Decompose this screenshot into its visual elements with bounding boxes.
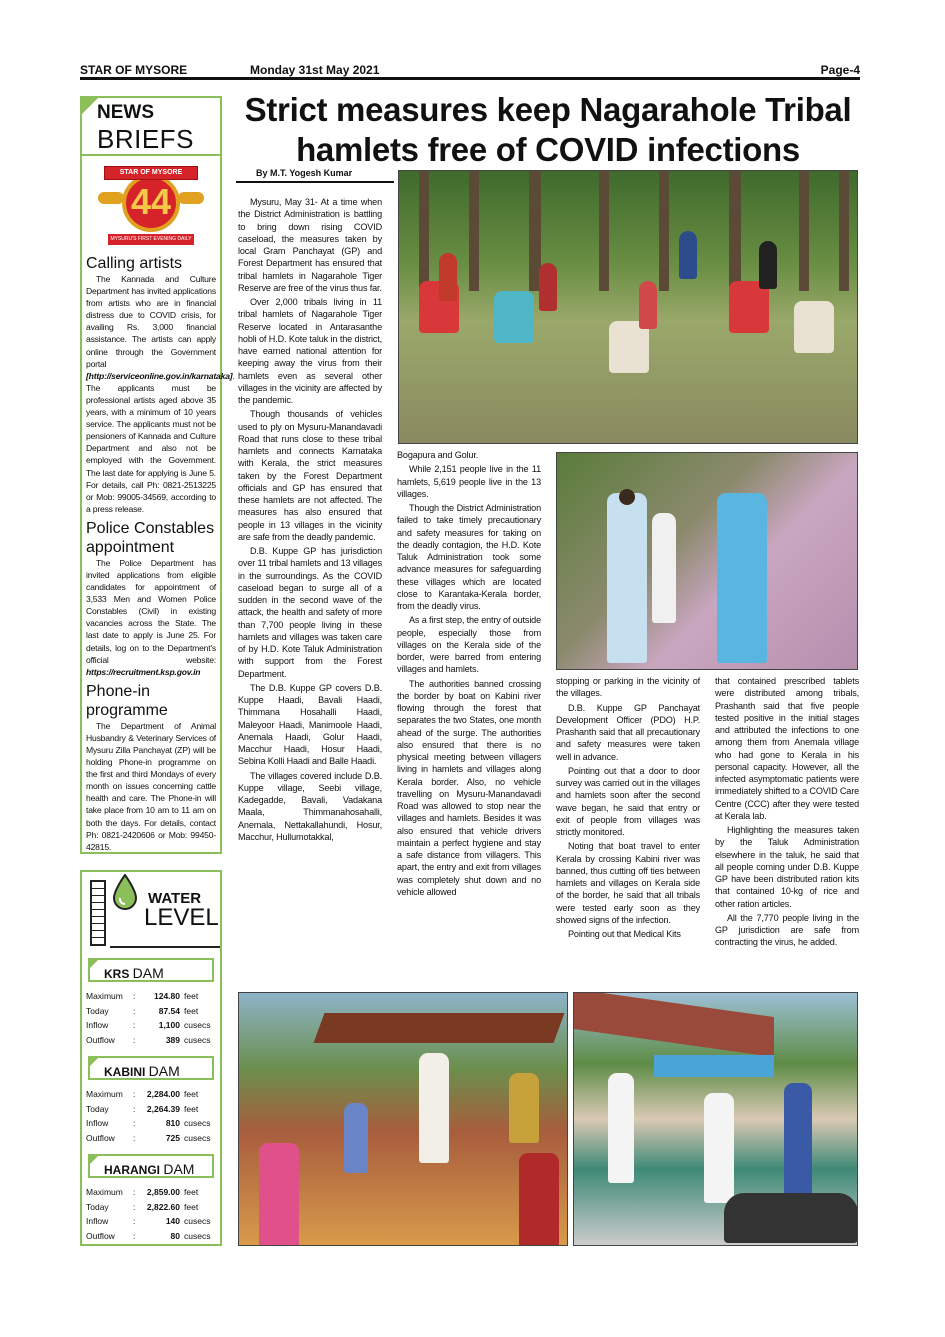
dam-row-colon: : [133, 1034, 136, 1045]
logo-wing-right [178, 192, 204, 204]
tree [729, 171, 741, 291]
dam-row-unit: cusecs [184, 1118, 211, 1128]
person [539, 263, 557, 311]
tree [419, 171, 429, 291]
dam-row [82, 1017, 220, 1032]
tree [799, 171, 809, 291]
photo-tribal-house-visit [238, 992, 568, 1246]
dam-title [88, 1154, 214, 1178]
article-paragraph: Though the District Administration failed to take timely precautionary and safety measures for taking on the deadly contagion, the H.D. Kote Taluk Administration took some advance measures for safeguarding these villages which are located close to Karantaka-Kerala border, from the deadly virus. [397, 503, 541, 611]
dam-row-colon: : [133, 1132, 136, 1143]
dam-row-unit: feet [184, 1187, 199, 1197]
person [704, 1093, 734, 1203]
brief-heading: Police Constables appointment [86, 519, 215, 556]
person [652, 513, 676, 623]
person [784, 1083, 812, 1203]
article-column-4 [715, 675, 859, 951]
chair [494, 291, 534, 343]
news-briefs-header [82, 98, 220, 156]
person [439, 253, 457, 301]
article-paragraph: As a first step, the entry of outside people, especially those from villages on the Kerala side of the border, were barred from entering villages and hamlets. [397, 615, 541, 675]
water-level-title-line2: LEVEL [144, 904, 219, 931]
dam-row [82, 1003, 220, 1018]
dam-row-value: 80 [170, 1230, 180, 1241]
dam-name-text: KRS [104, 967, 133, 981]
water-level-box [80, 870, 222, 1246]
article-paragraph: D.B. Kuppe GP Panchayat Development Officer (PDO) H.P. Prashanth said that all precautionary and safety measures were taken well in advance. [556, 702, 700, 762]
dam-row-colon: : [133, 1005, 136, 1016]
brief-body: The Kannada and Culture Department has invited applications from artists who are in financial distress due to COVID crisis, for availing Rs. 3,000 financial assistance. The artists can apply online through the Government portal [http://serviceonline.gov.in/karnataka]. The applicants must be professional artists aged above 35 years, with a minimum of 10 years service. The applicants must not be pensioners of Kannada and Culture Department and also not be employed with the Government. The last date for applying is June 5. For details, call Ph: 0821-2513225 or Mob: 99005-34569, according to a press release. [86, 274, 235, 514]
tree [599, 171, 609, 291]
article-paragraph: Pointing out that Medical Kits [568, 929, 681, 939]
dam-row-value: 2,264.39 [146, 1103, 180, 1114]
dam-row-label: Today [86, 1103, 109, 1114]
gauge-icon [90, 880, 106, 946]
dam-row [82, 1086, 220, 1101]
article-column-2 [397, 449, 541, 900]
article-paragraph: All the 7,770 people living in the GP jurisdiction are safe from contracting the virus, he added. [715, 912, 859, 948]
dam-row-label: Inflow [86, 1216, 109, 1226]
dam-row-colon: : [133, 991, 136, 1001]
dam-row [82, 1184, 220, 1199]
tree [469, 171, 479, 291]
article-paragraph: Though thousands of vehicles used to ply on Mysuru-Manandavadi Road that runs close to these tribal hamlets and connects Karnataka with Kerala, the strict measures taken by the Forest Department officials and GP has ensured that these hamlets are not affected. The measures has also ensured that people in 13 villages in the vicinity are safe from the deadly pandemic. [238, 409, 382, 542]
dam-row-unit: feet [184, 1103, 199, 1114]
chair [794, 301, 834, 353]
dam-name-text: HARANGI [104, 1163, 164, 1177]
person [639, 281, 657, 329]
logo-tagline: MYSURU'S FIRST EVENING DAILY [108, 234, 194, 245]
dam-row-label: Maximum [86, 1089, 123, 1099]
dam-row-value: 87.54 [158, 1005, 180, 1016]
dam-word: DAM [132, 965, 164, 981]
dam-row-value: 2,284.00 [146, 1089, 180, 1099]
dam-row-unit: cusecs [184, 1216, 211, 1226]
dam-row-value: 2,822.60 [146, 1201, 180, 1212]
person [717, 493, 767, 663]
photo-forest-meeting [398, 170, 858, 444]
tree [659, 171, 669, 291]
corner-decoration [90, 1058, 98, 1066]
anniversary-logo [96, 164, 206, 250]
brief-heading: Phone-in programme [86, 682, 168, 719]
dam-row-colon: : [133, 1216, 136, 1226]
dam-title [88, 958, 214, 982]
dam-row-value: 124.80 [154, 991, 180, 1001]
article-paragraph: stopping or parking in the vicinity of the villages. [556, 676, 700, 699]
dam-row-unit: feet [184, 991, 199, 1001]
person [759, 241, 777, 289]
tarp [654, 1055, 774, 1077]
dam-rows [82, 1184, 220, 1242]
article-paragraph: The authorities banned crossing the border by boat on Kabini river flowing through the forest that separates the two States, one month ahead of the surge. The authorities also ensured that there is no physical meeting between villagers living in hamlets and villages along Kerala border. Also, no vehicle travelling on Mysuru-Manandavadi Road was allowed to stop near the villages and hamlets. Besides it was also ensured that vehicle drivers maintain a perfect hygiene and stay a safe distance from villagers. This apart, the entry and exit from villages was completely shut down and no vehicle allowed [397, 678, 541, 897]
person [509, 1073, 539, 1143]
person [679, 231, 697, 279]
logo-ribbon: STAR OF MYSORE [104, 166, 198, 180]
water-level-title-line1: WATER [148, 890, 202, 907]
news-briefs-title-line1: NEWS [97, 102, 154, 123]
dam-row-value: 140 [165, 1216, 180, 1226]
divider [110, 946, 220, 948]
person [519, 1153, 559, 1246]
dam-row-label: Maximum [86, 991, 123, 1001]
photo-sanitising-house [556, 452, 858, 670]
person [608, 1073, 634, 1183]
dam-name [104, 965, 164, 981]
news-briefs-title-line2: BRIEFS [97, 124, 194, 154]
brief-link: [http://serviceonline.gov.in/karnataka] [86, 370, 233, 381]
person [607, 493, 647, 663]
dam-row-unit: feet [184, 1201, 199, 1212]
brief-body: The Department of Animal Husbandry & Veterinary Services of Mysuru Zilla Panchayat (ZP) will be holding Phone-in programme on the first and third Mondays of every month on issues concerning cattle health and care. The Phone-in will take place from 10 am to 11 am on both the days. For details, contact Ph: 0821-2420606 or Mob: 99450-42815. [86, 720, 216, 852]
page-number: Page-4 [820, 63, 860, 77]
dam-row-colon: : [133, 1089, 136, 1099]
dam-name [104, 1063, 180, 1079]
dam-block [82, 1154, 220, 1242]
headline-line1: Strict measures keep Nagarahole Tribal [244, 91, 852, 128]
dam-row-unit: cusecs [184, 1034, 211, 1045]
dam-row-colon: : [133, 1020, 136, 1030]
roof [574, 992, 774, 1057]
news-briefs-box [80, 96, 235, 854]
dam-row-label: Inflow [86, 1020, 109, 1030]
dam-row [82, 1032, 220, 1047]
brief-items [82, 254, 235, 853]
dam-row-colon: : [133, 1230, 136, 1241]
dam-row-label: Inflow [86, 1118, 109, 1128]
logo-number: 44 [130, 181, 172, 222]
dam-row-label: Outflow [86, 1034, 115, 1045]
dam-block [82, 1056, 220, 1144]
dam-row-value: 2,859.00 [146, 1187, 180, 1197]
dam-row-label: Outflow [86, 1132, 115, 1143]
dam-row-unit: cusecs [184, 1132, 211, 1143]
dam-rows [82, 988, 220, 1046]
water-drop-icon [112, 874, 138, 910]
dam-rows [82, 1086, 220, 1144]
dam-row-value: 810 [165, 1118, 180, 1128]
person [344, 1103, 368, 1173]
dam-row [82, 1115, 220, 1130]
headline-line2: hamlets free of COVID infections [296, 131, 800, 168]
dam-name [104, 1161, 194, 1177]
dam-row-value: 389 [165, 1034, 180, 1045]
dam-title [88, 1056, 214, 1080]
dam-block [82, 958, 220, 1046]
dam-row-colon: : [133, 1201, 136, 1212]
article-paragraph: D.B. Kuppe GP has jurisdiction over 11 tribal hamlets and 13 villages in the surroundings. As the COVID caseload began to surge all of a sudden in the second wave of the attack, the health and safety of more than 7,700 people living in these hamlets and villages was taken care of by H.D. Kote Taluk Administration with support from the Forest Department. [238, 546, 382, 679]
dam-word: DAM [148, 1063, 180, 1079]
article-paragraph: The D.B. Kuppe GP covers D.B. Kuppe Haadi, Bavali Haadi, Thimmana Hosahalli Haadi, Maleyoor Haadi, Manimoole Haadi, Anemala Haadi, Golur Haadi, Macchur Haadi, Hosur Haadi, Sebina Kolli Haadi and Balle Haadi. [238, 682, 382, 767]
dam-row-colon: : [133, 1118, 136, 1128]
person [259, 1143, 299, 1246]
article-paragraph: Noting that boat travel to enter Kerala by crossing Kabini river was banned, thus cutting off ties between hamlets and villages on Kerala side of the border, he said that all tribals were tested early soon as they showed signs of the infection. [556, 841, 700, 925]
article-column-1 [238, 196, 382, 845]
article-paragraph: Highlighting the measures taken by the Taluk Administration elsewhere in the taluk, he said that all people coming under D.B. Kuppe GP have been distributed ration kits that contained 10-kg of rice and other ration articles. [715, 825, 859, 909]
dam-row [82, 988, 220, 1003]
dam-name-text: KABINI [104, 1065, 149, 1079]
dam-row-value: 1,100 [158, 1020, 180, 1030]
article-byline: By M.T. Yogesh Kumar [236, 168, 394, 183]
dam-row-unit: cusecs [184, 1020, 211, 1030]
article-paragraph: The villages covered include D.B. Kuppe village, Seebi village, Kadegadde, Bavali, Vadakana Maala, Thimmanahosahalli, Anemala, Nettakallahundi, Hosur, Macchur, Hullumotakkal, [238, 770, 382, 842]
publication-name: STAR OF MYSORE [80, 63, 188, 77]
brief-heading: Calling artists [86, 255, 183, 272]
dam-row-colon: : [133, 1103, 136, 1114]
person [419, 1053, 449, 1163]
article-paragraph: that contained prescribed tablets were distributed among tribals, Prashanth said that five people tested positive in the initial stages and attributed the infections to one among them from Anemala village who had gone to Kerala in his personal capacity. However, all the infected asymptomatic patients were immediately shifted to a COVID Care Centre (CCC) after they were tested at Kerala lab. [715, 676, 859, 821]
brief-link: https://recruitment.ksp.gov.in [86, 666, 201, 677]
dam-row-label: Today [86, 1201, 109, 1212]
dam-row [82, 1101, 220, 1116]
dam-row-unit: cusecs [184, 1230, 211, 1241]
article-headline [236, 90, 860, 170]
corner-decoration [90, 1156, 98, 1164]
dam-row [82, 1130, 220, 1145]
corner-decoration [82, 98, 98, 114]
person-head [619, 489, 635, 505]
dam-row-label: Outflow [86, 1230, 115, 1241]
photo-officials-at-house [573, 992, 858, 1246]
dam-row [82, 1228, 220, 1243]
article-paragraph: Over 2,000 tribals living in 11 tribal hamlets of Nagarahole Tiger Reserve located in Antarasanthe hobli of H.D. Kote taluk in the district, have earned national attention for keeping away the virus from their hamlets even as several other villages in the vicinity are affected by the pandemic. [238, 297, 382, 405]
dam-row-unit: feet [184, 1005, 199, 1016]
masthead [80, 62, 860, 80]
brief-body: The Police Department has invited applications from eligible candidates for appointment of 3,533 Men and Women Police Constables (Civil) in existing vacancies across the State. The last date to apply is June 25. For details, log on to the Department's official website: https://recruitment.ksp.gov.in [86, 557, 216, 677]
article-paragraph: Pointing out that a door to door survey was carried out in the villages and hamlets soon after the second wave began, he said that entry or exit of people from villages was strictly monitored. [556, 765, 700, 837]
logo-wing-left [98, 192, 124, 204]
roof [314, 1013, 565, 1043]
dam-row [82, 1199, 220, 1214]
article-paragraph: Mysuru, May 31- At a time when the District Administration is battling to bring down rising COVID caseload, the measures taken by local Gram Panchayat (GP) and Forest Department has ensured that tribal hamlets in Nagarahole Tiger Reserve are free of the virus thus far. [238, 197, 382, 293]
dam-row-colon: : [133, 1187, 136, 1197]
dam-row-label: Today [86, 1005, 109, 1016]
dam-row-unit: feet [184, 1089, 199, 1099]
water-level-header [82, 872, 220, 952]
dam-row-value: 725 [165, 1132, 180, 1143]
article-paragraph: While 2,151 people live in the 11 hamlets, 5,619 people live in the 13 villages. [397, 464, 541, 499]
corner-decoration [90, 960, 98, 968]
issue-date: Monday 31st May 2021 [250, 63, 380, 77]
dam-row-label: Maximum [86, 1187, 123, 1197]
dam-row [82, 1213, 220, 1228]
article-column-3 [556, 675, 700, 942]
article-paragraph: Bogapura and Golur. [397, 450, 479, 460]
motorcycle [724, 1193, 858, 1243]
dam-word: DAM [163, 1161, 195, 1177]
tree [839, 171, 849, 291]
